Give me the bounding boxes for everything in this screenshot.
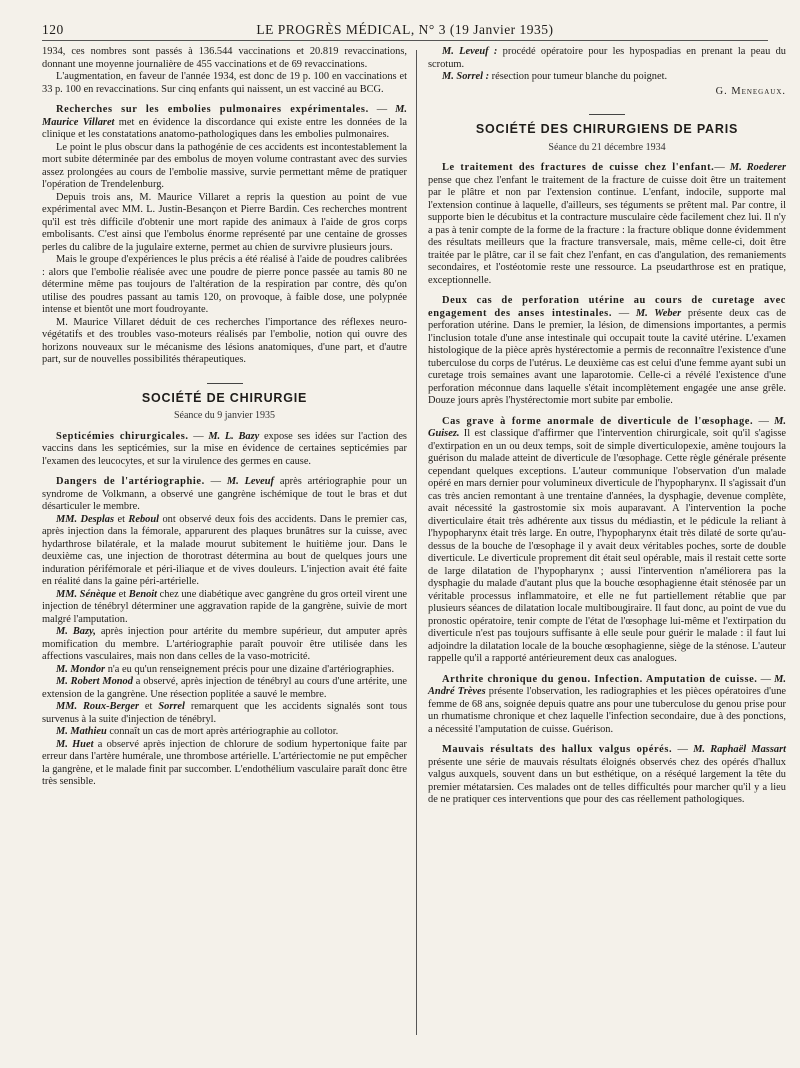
paragraph	[42, 726, 407, 739]
article-heading: Mauvais résultats des hallux valgus opérés.	[442, 744, 673, 755]
conjunction: et	[116, 588, 129, 600]
author: M. L. Bazy	[208, 430, 260, 442]
page-number: 120	[42, 22, 64, 37]
text: Il est classique d'affirmer que l'intervention chirurgicale, soit qu'il s'agisse d'extirpation en un ou deux temps, soit de simple diverticulopexie, amène toujours la guérison du malade atteint de diverticule de l'œsophage. Cette règle générale présente cependant quelques exceptions. L'auteur communique l'observation d'un malade opéré en mars dernier pour volumineux diverticule de l'hypopharynx. Il s'agissait d'un cas très ancien remontant à une trentaine d'années, la dysphagie, devenue complète, avait nécessité la gastrostomie six mois auparavant. A l'intervention la poche diverticulaire était très adhérente aux tissus du médiastin, et le pédicule la reliant à l'hypopharynx était très large. En outre, l'hypopharynx était très dilaté de sorte qu'au-dessus de la bouche de l'œsophage il y avait deux véritables poches, sorte de double diverticule. Le diverticule proprement dit était seul opérable, mais il restait cette sorte de large dilatation de l'hypopharynx ; aussi l'intervention n'améliorera pas la dysphagie du malade d'autant plus que la bouche œsophagienne était sténosée par un véritable processus inflammatoire, et elle ne fut partiellement rétablie que par plusieurs séances de dilatation locale multibougiraire. Il faut donc, au point de vue du pronostic opératoire, tenir compte de l'état de l'œsophage lui-même et l'extirpation du diverticule n'est pas toujours suffisante à elle seule pour guérir le malade : il faut lui adjoindre la dilatation locale de la bouche œsophagienne, siège de la sténose. L'auteur rappelle qu'il a rapporté antérieurement deux cas analogues.	[428, 428, 786, 664]
text: connaît un cas de mort après artériographie au collotor.	[106, 726, 339, 737]
text: pense que chez l'enfant le traitement de la fracture de cuisse doit être un traitement par le plâtre et non par l'extension continue. L'enfant, indocile, supporte mal l'extension continue à laquelle, d'ailleurs, ses téguments se prêtent mal. Par contre, il supporte bien le décubitus et la contracture musculaire cède facilement chez lui. Il n'y a pas à tenir compte de la forme de la fracture : la fracture oblique donne évidemment des résultats meilleurs que la fracture transversale, mais, même celle-ci, doit être traitée par le plâtre, car il se fait chez l'enfant, en cas d'angulation, des remaniements secondaires, et l'ostéotomie reste une ressource. La pseudarthrose est en pratique, exceptionnelle.	[428, 174, 786, 286]
author: MM. Sénèque	[56, 588, 117, 600]
paragraph: L'augmentation, en faveur de l'année 1934, est donc de 19 p. 100 en vaccinations et 33 p. 100 en revaccinations. Sur cinq enfants qui naissent, un est vacciné au BCG.	[42, 71, 407, 95]
author: M. Maurice Villaret	[42, 104, 407, 128]
paragraph	[428, 71, 786, 84]
author: M. Bazy,	[56, 626, 96, 637]
article-heading: Deux cas de perforation utérine au cours de curetage avec engagement des anses intestinales.	[428, 295, 786, 319]
section-title: SOCIÉTÉ DE CHIRURGIE	[141, 390, 308, 405]
section-title: SOCIÉTÉ DES CHIRURGIENS DE PARIS	[475, 122, 739, 136]
author: M. Guisez.	[428, 415, 786, 439]
author: M. Mathieu	[56, 726, 107, 737]
paragraph	[42, 626, 407, 664]
text: ont observé deux fois des accidents. Dans le premier cas, après injection dans la fémorale, apparurent des plaques brunâtres sur la cuisse, avec hydarthrose bilatérale, et la malade mourut subitement le huitième jour. Dans le deuxième cas, une injection de thorotrast détermina au bout de quelques jours une induration périfémorale et péri-iliaque et de vives douleurs. L'injection avait été faite en réalité dans la gaine péri-artérielle.	[42, 513, 408, 587]
author: M. Sorrel :	[442, 71, 490, 82]
paragraph	[42, 664, 407, 677]
text: résection pour tumeur blanche du poignet.	[489, 71, 668, 82]
paragraph: M. Maurice Villaret déduit de ces recherches l'importance des réflexes neuro-végétatifs et des troubles vaso-moteurs réalisés par l'embolie, notion qui ouvre des horizons nouveaux sur le mécanisme des lésions anatomiques, d'une part, et d'autre part, sur de nouvelles possibilités thérapeutiques.	[42, 316, 407, 365]
text: chez une diabétique avec gangrène du gros orteil virent une injection de ténébryl déterminer une aggravation rapide de la gangrène, suivie de mort malgré l'amputation.	[42, 588, 407, 625]
conjunction: et	[139, 701, 159, 712]
text: présente deux cas de perforation utérine. Dans le premier, la lésion, de dimensions importantes, a permis l'inclusion totale d'une anse intestinale qui occupait toute la cavité utérine. L'examen histologique de la pièce après hystérectomie a permis de reconnaître l'existence d'une tuberculose du corps de l'utérus. Le deuxième cas est celui d'une femme ayant subi un curetage trois semaines avant une laparotomie. Celle-ci a révélé l'existence d'une perforation méconnue dans laquelle s'était incomplètement engagée une anse grêle. Douze jours après l'hystérectomie mort subite par embolie.	[428, 307, 787, 406]
author: M. Weber	[635, 307, 682, 319]
author: Reboul	[128, 513, 160, 525]
text: n'a eu qu'un renseignement précis pour une dizaine d'artériographies.	[105, 663, 395, 675]
author: Sorrel	[158, 701, 185, 712]
paragraph: 1934, ces nombres sont passés à 136.544 vaccinations et 20.819 revaccinations, donnant une moyenne journalière de 455 vaccinations et de 69 revaccinations.	[42, 46, 407, 70]
text: a observé, après injection de ténébryl au cours d'une artérite, une extension de la gangrène. Une résection poplitée a sauvé le membre.	[42, 676, 408, 700]
paragraph: Le traitement des fractures de cuisse chez l'enfant.— M. Roederer pense que chez l'enfant le traitement de la fracture de cuisse doit être un traitement par le plâtre et non par l'extension continue. L'enfant, indocile, supporte mal l'extension continue à laquelle, d'ailleurs, ses téguments se prêtent mal. Par contre, il supporte bien le décubitus et la contracture musculaire cède facilement chez lui. Il n'y a pas à tenir compte de la forme de la fracture : la fracture oblique donne évidemment des résultats meilleurs que la fracture transversale, mais, même celle-ci, doit être traitée par le plâtre, car il se fait chez l'enfant, en cas d'angulation, des remaniements secondaires, et l'ostéotomie reste une ressource. La pseudarthrose est en pratique, exceptionnelle.	[428, 162, 786, 286]
paragraph: Arthrite chronique du genou. Infection. Amputation de cuisse. — M. André Trèves présente l'observation, les radiographies et les pièces opératoires d'une femme de 68 ans, soignée depuis quatre ans pour une tuberculose du genou prise pour un rhumatisme chronique et chez laquelle l'infection secondaire, due à des ponctions, a nécessité l'amputation de cuisse. Guérison.	[428, 673, 786, 735]
text: procédé opératoire pour les hypospadias en prenant la peau du scrotum.	[428, 46, 786, 70]
article-heading: Septicémies chirurgicales.	[56, 430, 189, 442]
author: M. Mondor	[56, 663, 106, 675]
author: M. André Trèves	[428, 673, 786, 697]
author: M. Leveuf	[226, 476, 274, 487]
text: remarquent que les accidents signalés sont tous survenus à la suite d'injection de ténébryl.	[42, 701, 408, 725]
author: M. Robert Monod	[56, 676, 133, 687]
right-column	[428, 46, 786, 807]
article-heading: Recherches sur les embolies pulmonaires expérimentales.	[56, 104, 369, 115]
article-hallux	[428, 744, 786, 807]
author: Benoit	[128, 588, 158, 600]
paragraph	[42, 589, 407, 627]
running-title: LE PROGRÈS MÉDICAL, N° 3 (19 Janvier 1935)	[256, 22, 554, 37]
author: M. Raphaël Massart	[693, 744, 787, 755]
article-heading: Cas grave à forme anormale de diverticule de l'œsophage.	[442, 415, 754, 427]
session-date: Séance du 21 décembre 1934	[548, 141, 666, 153]
left-column	[42, 46, 407, 789]
paragraph	[42, 676, 407, 701]
paragraph: Dangers de l'artériographie. — M. Leveuf après artériographie pour un syndrome de Volkmann, a observé une gangrène ischémique de tout le bras et dut désarticuler le membre.	[42, 476, 407, 512]
paragraph	[42, 514, 407, 589]
text: met en évidence la discordance qui existe entre les données de la clinique et les constatations anatomo-pathologiques dans les embolies pulmonaires.	[42, 116, 407, 140]
session-date: Séance du 9 janvier 1935	[173, 410, 276, 421]
running-header	[42, 22, 768, 41]
paragraph: Mauvais résultats des hallux valgus opérés. — M. Raphaël Massart présente une série de mauvais résultats éloignés observés chez des opérés d'hallux valgus auxquels, souvent dans un but esthétique, on a réséqué largement la tête du premier métatarsien. Ces malades ont de telles difficultés pour marcher qu'il y a lieu de ne pratiquer ces interventions que pour des cas réellement pathologiques.	[428, 744, 787, 805]
article-heading: Arthrite chronique du genou. Infection. Amputation de cuisse.	[442, 673, 758, 685]
signature: G. Menegaux.	[715, 85, 786, 97]
paragraph: Recherches sur les embolies pulmonaires expérimentales. — M. Maurice Villaret met en évidence la discordance qui existe entre les données de la clinique et les constatations anatomo-pathologiques dans les embolies pulmonaires.	[42, 104, 407, 140]
paragraph: Deux cas de perforation utérine au cours de curetage avec engagement des anses intestinales. — M. Weber présente deux cas de perforation utérine. Dans le premier, la lésion, de dimensions importantes, a permis l'inclusion totale d'une anse intestinale qui occupait toute la cavité utérine. L'examen histologique de la pièce après hystérectomie a permis de reconnaître l'existence d'une tuberculose du corps de l'utérus. Le deuxième cas est celui d'une femme ayant subi un curetage trois semaines avant une laparotomie. Celle-ci a révélé l'existence d'une perforation méconnue dans laquelle s'était incomplètement engagée une anse grêle. Douze jours après l'hystérectomie mort subite par embolie.	[428, 295, 787, 406]
text: présente l'observation, les radiographies et les pièces opératoires d'une femme de 68 ans, soignée depuis quatre ans pour une tuberculose du genou prise pour un rhumatisme chronique et chez laquelle l'infection secondaire, due à des ponctions, a nécessité l'amputation de cuisse. Guérison.	[428, 686, 786, 735]
article-heading: Le traitement des fractures de cuisse chez l'enfant.	[442, 162, 715, 173]
author: M. Leveuf :	[442, 46, 498, 57]
section-rule	[589, 114, 625, 115]
author: M. Roederer	[729, 162, 786, 173]
article-arteriographie	[42, 476, 407, 789]
paragraph: Cas grave à forme anormale de diverticule de l'œsophage. — M. Guisez. Il est classique d'affirmer que l'intervention chirurgicale, soit qu'il s'agisse d'extirpation en un ou deux temps, soit de simple diverticulopexie, amène toujours la guérison du malade atteint de diverticule de l'œsophage. Cette règle générale présente cependant quelques exceptions. L'auteur communique l'observation d'un malade opéré en mars dernier pour volumineux diverticule de l'hypopharynx. Il s'agissait d'un cas très ancien remontant à une trentaine d'années, la dysphagie, devenue complète, avait nécessité la gastrostomie six mois auparavant. A l'intervention la poche diverticulaire était très adhérente aux tissus du médiastin, et le pédicule la reliant à l'hypopharynx était très large. En outre, l'hypopharynx était très dilaté de sorte qu'au-dessus de la bouche de l'œsophage il y avait deux véritables poches, sorte de double diverticule. Le diverticule proprement dit était seul opérable, mais il restait cette sorte de large dilatation de l'hypopharynx ; aussi l'intervention n'améliorera pas la dysphagie du malade d'autant plus que la bouche œsophagienne était sténosée par un véritable processus inflammatoire, et elle ne fut partiellement rétablie que par plusieurs séances de dilatation locale multibougiraire. Il faut donc, au point de vue du pronostic opératoire, tenir compte de l'état de l'œsophage lui-même et l'extirpation du diverticule n'est pas toujours suffisante à elle seule pour guérir le malade : il faut lui adjoindre la dilatation locale de la bouche œsophagienne, siège de la sténose. L'auteur rappelle qu'il a rapporté antérieurement deux cas analogues.	[428, 415, 786, 664]
text: a observé après injection de chlorure de sodium hypertonique faite par erreur dans l'artère humérale, une thrombose artérielle. L'artériectomie ne put empêcher la gangrène, et le malade finit par succomber. L'endothélium vasculaire paraît donc être très sensible.	[42, 738, 407, 787]
paragraph	[42, 701, 407, 726]
section-rule	[207, 383, 243, 384]
article-heading: Dangers de l'artériographie.	[56, 476, 205, 487]
text: après artériographie pour un syndrome de Volkmann, a observé une gangrène ischémique de tout le bras et dut désarticuler le membre.	[42, 476, 407, 512]
paragraph: Depuis trois ans, M. Maurice Villaret a repris la question au point de vue expérimental avec MM. L. Justin-Besançon et Pierre Bardin. Ces recherches montrent qu'il est très difficile d'obtenir une mort rapide des animaux à l'aide de gros corps embolisants. C'est ainsi que l'embolus énorme représenté par une centaine de grosses perles du calibre de la jugulaire externe, permet au chien de survivre plusieurs jours.	[42, 191, 407, 253]
article-arthrite	[428, 674, 786, 737]
column-divider	[416, 50, 417, 1035]
author: MM. Desplas	[56, 513, 115, 525]
text: expose ses idées sur l'action des vaccins dans les septicémies, sur la mise en évidence de certaines septicémies par l'examen des leucocytes, et sur la virulence des germes en cause.	[42, 430, 407, 467]
conjunction: et	[114, 513, 129, 525]
paragraph: Septicémies chirurgicales. — M. L. Bazy expose ses idées sur l'action des vaccins dans les septicémies, sur la mise en évidence de certaines septicémies par l'examen des leucocytes, et sur la virulence des germes en cause.	[42, 430, 407, 467]
article-embolies	[42, 104, 407, 367]
paragraph	[42, 739, 407, 789]
article-diverticule	[428, 416, 786, 666]
author: M. Huet	[56, 738, 94, 750]
paragraph: Le point le plus obscur dans la pathogénie de ces accidents est incontestablement la mort subite déterminée par des embolus de moyen volume contrastant avec des survies assez prolongées au cours de l'embolie massive, survie permettant même de pratiquer l'opération de Trendelenburg.	[42, 141, 407, 190]
paragraph: Mais le groupe d'expériences le plus précis a été réalisé à l'aide de poudres calibrées : alors que l'embolie réalisée avec une poudre de pierre ponce passée au tamis 80 ne détermine même pas toujours de l'altération de la respiration par contre, dès qu'on utilise des poudres passant au tamis 120, on provoque, à faible dose, une polypnée intense et bientôt une mort foudroyante.	[42, 254, 407, 315]
text: présente une série de mauvais résultats éloignés observés chez des opérés d'hallux valgus auxquels, souvent dans un but esthétique, on a réséqué largement la tête du premier métatarsien. Ces malades ont de telles difficultés pour marcher qu'il y a lieu de ne pratiquer ces interventions que pour des cas réellement pathologiques.	[428, 756, 786, 805]
paragraph	[428, 46, 786, 71]
author: MM. Roux-Berger	[56, 701, 139, 712]
article-perforation	[428, 295, 786, 408]
text: après injection pour artérite du membre supérieur, dut amputer après momification du membre. L'artériographie paraît pouvoir être utilisée dans les affections vasculaires, mais non dans celles de la vaso-motricité.	[42, 626, 407, 662]
